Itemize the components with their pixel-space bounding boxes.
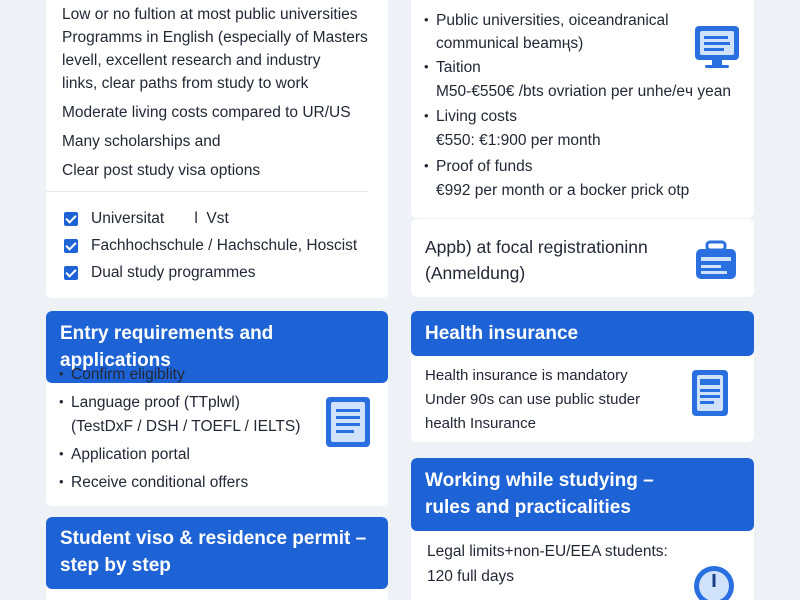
checklist-item: Fachhochschule / Hachschule, Hoscist [91, 237, 358, 254]
registration-text: (Anmeldung) [425, 263, 526, 283]
cost-line: • Public universities, oiceandranical [436, 12, 669, 30]
cost-line: communical beamңs) [436, 35, 584, 52]
health-insurance-card [411, 311, 754, 442]
working-rule: 120 full days [427, 568, 515, 585]
health-insurance-line: Under 90s can use public studer [425, 391, 641, 408]
visa-card [46, 517, 388, 600]
checkbox-icon[interactable] [64, 212, 78, 226]
benefit-line: links, clear paths from study to work [62, 75, 309, 92]
entry-requirements-card [46, 311, 388, 506]
benefit-line: levell, excellent research and industry [62, 52, 321, 69]
document-icon [324, 395, 372, 449]
section-divider [46, 191, 368, 192]
health-insurance-line: Health insurance is mandatory [425, 367, 628, 384]
health-insurance-line: health Insurance [425, 415, 536, 432]
registration-text: Appb) at focal registrationinn [425, 237, 648, 257]
cost-line: M50-€550€ /bts ovriation per unhe/eч yean [436, 83, 732, 100]
working-card [411, 458, 754, 600]
requirement-item: • Language proof (TTplwl) [71, 394, 240, 412]
working-rule: Legal limits+non-EU/EEA students: [427, 543, 668, 560]
checkbox-icon[interactable] [64, 239, 78, 253]
visa-heading: Student viso & residence permit – step by step [46, 517, 388, 589]
checklist-item: Dual study programmes [91, 264, 256, 281]
monitor-icon [691, 22, 743, 74]
requirement-item: • Application portal [71, 446, 190, 464]
benefit-line: Clear post study visa options [62, 162, 261, 179]
why-germany-card [46, 0, 388, 298]
entry-requirements-heading: Entry requirements and applications [46, 311, 388, 383]
checklist-item: Universitat l Vst [91, 210, 229, 227]
cost-line: • Taition [436, 59, 481, 77]
health-insurance-heading: Health insurance [411, 311, 754, 356]
benefit-line: Low or no fultion at most public universities [62, 6, 358, 23]
requirement-item: • Receive conditional offers [71, 474, 248, 492]
cost-line: €992 per month or a bocker prick otp [436, 182, 690, 199]
benefit-line: Programms in English (especially of Masters [62, 29, 368, 46]
cost-line: €550: €1:900 per month [436, 132, 601, 149]
requirement-item: (TestDxF / DSH / TOEFL / IELTS) [71, 418, 301, 435]
cost-line: • Living costs [436, 108, 517, 126]
insurance-form-icon [690, 368, 730, 418]
costs-card [411, 0, 754, 218]
registration-card [411, 219, 754, 297]
checkbox-icon[interactable] [64, 266, 78, 280]
benefit-line: Many scholarships and [62, 133, 221, 150]
benefit-line: Moderate living costs compared to UR/US [62, 104, 351, 121]
working-heading: Working while studying – rules and practicalities [411, 458, 754, 531]
id-card-icon [693, 240, 739, 282]
requirement-item: • Confirm eligiblity [71, 366, 185, 384]
cost-line: • Proof of funds [436, 158, 533, 176]
clock-icon [691, 563, 737, 600]
